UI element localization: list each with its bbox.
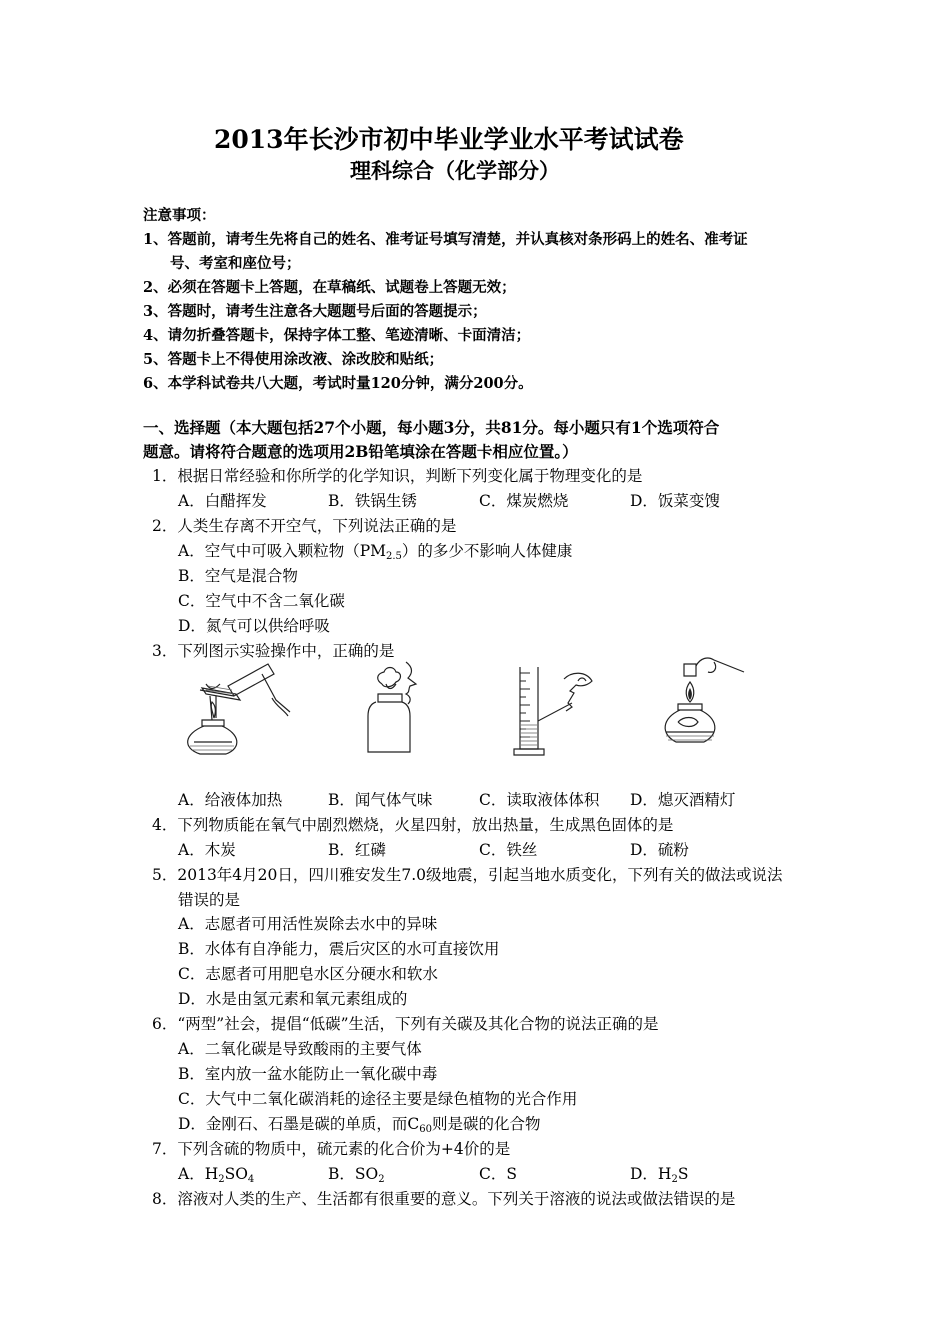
option-d: D．熄灭酒精灯	[630, 791, 736, 809]
section-heading: 一、选择题（本大题包括27个小题，每小题3分，共81分。每小题只有1个选项符合	[143, 418, 720, 437]
question-stem: 4．下列物质能在氧气中剧烈燃烧，火星四射，放出热量，生成黑色固体的是	[152, 816, 674, 834]
notice-item: 6、本学科试卷共八大题，考试时量120分钟，满分200分。	[143, 375, 533, 392]
option-d: D．硫粉	[630, 841, 689, 859]
question-stem: 5．2013年4月20日，四川雅安发生7.0级地震，引起当地水质变化，下列有关的做法或说法	[152, 866, 783, 884]
option-b: B．空气是混合物	[178, 567, 298, 585]
option-d: D．水是由氢元素和氧元素组成的	[178, 990, 408, 1008]
notice-item: 5、答题卡上不得使用涂改液、涂改胶和贴纸；	[143, 351, 444, 368]
option-a: A．二氧化碳是导致酸雨的主要气体	[178, 1040, 422, 1058]
figure-reading-cylinder	[508, 663, 608, 757]
question-stem: 7．下列含硫的物质中，硫元素的化合价为+4价的是	[152, 1140, 511, 1158]
page-subtitle: 理科综合（化学部分）	[350, 158, 560, 183]
option-a: A．空气中可吸入颗粒物$(PM_{2.5})$的多少不影响人体健康	[178, 542, 573, 562]
question-stem: 6．“两型”社会，提倡“低碳”生活，下列有关碳及其化合物的说法正确的是	[152, 1015, 659, 1033]
figure-smelling-gas	[362, 660, 434, 760]
option-a: A．给液体加热	[178, 791, 283, 809]
question-stem: 8．溶液对人类的生产、生活都有很重要的意义。下列关于溶液的说法或做法错误的是	[152, 1190, 736, 1208]
option-a: A．志愿者可用活性炭除去水中的异味	[178, 915, 438, 933]
option-b: B．红磷	[328, 841, 386, 859]
question-stem: 3．下列图示实验操作中，正确的是	[152, 642, 395, 660]
option-c: C．大气中二氧化碳消耗的途径主要是绿色植物的光合作用	[178, 1090, 578, 1108]
option-c: C．煤炭燃烧	[479, 492, 569, 510]
option-c: C．读取液体体积	[479, 791, 600, 809]
option-a: A．木炭	[178, 841, 236, 859]
notice-item: 2、必须在答题卡上答题，在草稿纸、试题卷上答题无效；	[143, 279, 516, 296]
option-c: C．志愿者可用肥皂水区分硬水和软水	[178, 965, 438, 983]
option-c: C．S	[479, 1165, 517, 1183]
option-a: A．$H_2SO_4$	[178, 1165, 255, 1185]
option-d: D．饭菜变馊	[630, 492, 720, 510]
option-b: B．水体有自净能力，震后灾区的水可直接饮用	[178, 940, 500, 958]
notice-item: 3、答题时，请考生注意各大题题号后面的答题提示；	[143, 303, 487, 320]
option-a: A．白醋挥发	[178, 492, 267, 510]
question-stem-cont: 错误的是	[178, 891, 241, 909]
option-b: B．铁锅生锈	[328, 492, 417, 510]
notice-item: 1、答题前，请考生先将自己的姓名、准考证号填写清楚，并认真核对条形码上的姓名、准考证	[143, 231, 748, 248]
option-b: B．$SO_2$	[328, 1165, 385, 1185]
question-stem: 2．人类生存离不开空气，下列说法正确的是	[152, 517, 457, 535]
figure-alcohol-lamp	[656, 652, 752, 756]
notice-heading: 注意事项：	[143, 207, 216, 224]
page-title: 2013年长沙市初中毕业学业水平考试试卷	[214, 125, 684, 154]
figure-heating-liquid	[176, 660, 296, 760]
question-stem: 1．根据日常经验和你所学的化学知识，判断下列变化属于物理变化的是	[152, 467, 643, 485]
section-heading-cont: 题意。请将符合题意的选项用2B铅笔填涂在答题卡相应位置。）	[143, 442, 578, 461]
option-b: B．室内放一盆水能防止一氧化碳中毒	[178, 1065, 438, 1083]
option-d: D．金刚石、石墨是碳的单质，而$C_{60}$则是碳的化合物	[178, 1115, 541, 1135]
option-b: B．闻气体气味	[328, 791, 433, 809]
notice-item: 4、请勿折叠答题卡，保持字体工整、笔迹清晰、卡面清洁；	[143, 327, 531, 344]
option-d: D．氮气可以供给呼吸	[178, 617, 330, 635]
option-c: C．铁丝	[479, 841, 538, 859]
option-d: D．$H_2S$	[630, 1165, 689, 1185]
notice-item: 号、考室和座位号；	[170, 255, 301, 272]
option-c: C．空气中不含二氧化碳	[178, 592, 345, 610]
